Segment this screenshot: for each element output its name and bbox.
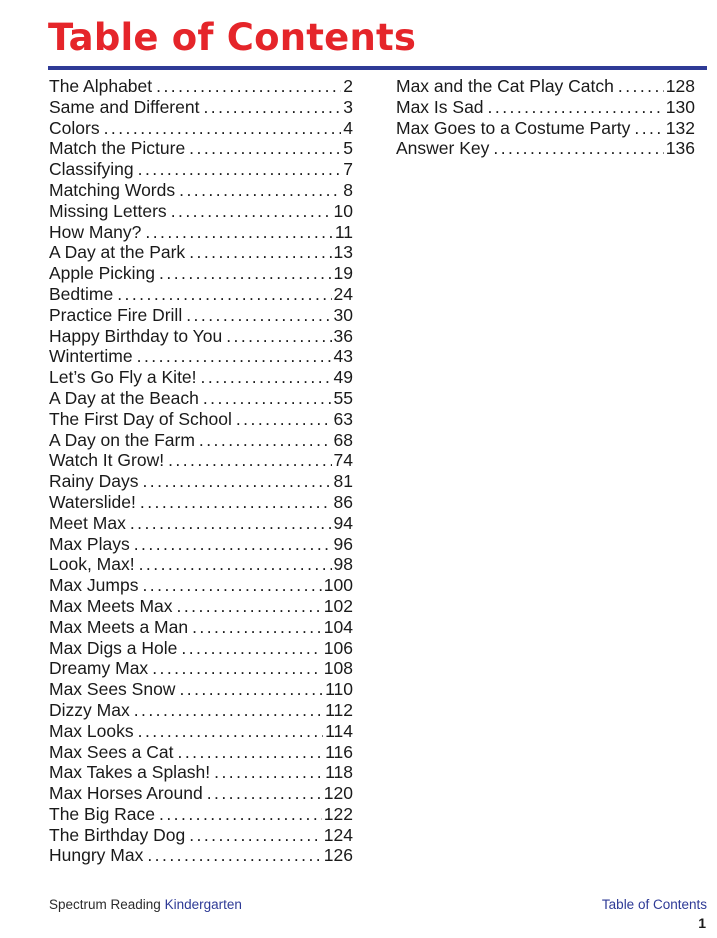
toc-entry-title: Apple Picking bbox=[49, 263, 156, 284]
toc-entry-title: Max and the Cat Play Catch bbox=[396, 76, 614, 96]
toc-entry-page: 55 bbox=[333, 387, 353, 408]
dot-leader bbox=[137, 346, 332, 367]
toc-entry-page: 116 bbox=[325, 741, 353, 762]
toc-entry-title: Let’s Go Fly a Kite! bbox=[49, 367, 197, 388]
toc-entry bbox=[396, 118, 695, 139]
toc-entry bbox=[49, 658, 353, 679]
footer-series: Spectrum Reading bbox=[49, 897, 161, 912]
toc-entry-page: 49 bbox=[333, 367, 353, 388]
toc-entry-title: The Alphabet bbox=[49, 76, 153, 96]
toc-entry-page: 106 bbox=[323, 637, 353, 658]
toc-entry-title: Practice Fire Drill bbox=[49, 304, 183, 325]
footer-book-title bbox=[49, 897, 242, 912]
toc-entry-title: Hungry Max bbox=[49, 845, 144, 866]
toc-entry bbox=[49, 554, 353, 575]
dot-leader bbox=[181, 638, 321, 659]
toc-entry-title: Colors bbox=[49, 117, 100, 138]
toc-entry bbox=[49, 201, 353, 222]
toc-entry-title: Waterslide! bbox=[49, 491, 136, 512]
dot-leader bbox=[207, 783, 322, 804]
toc-entry bbox=[49, 159, 353, 180]
toc-entry-page: 100 bbox=[323, 575, 353, 596]
dot-leader bbox=[179, 180, 341, 201]
toc-entry-page: 118 bbox=[325, 762, 353, 783]
toc-entry-page: 24 bbox=[333, 283, 353, 304]
dot-leader bbox=[634, 118, 663, 139]
toc-entry-page: 10 bbox=[333, 200, 353, 221]
toc-entry-page: 132 bbox=[665, 117, 695, 138]
dot-leader bbox=[236, 409, 332, 430]
toc-entry-page: 81 bbox=[333, 471, 353, 492]
footer-section-title: Table of Contents bbox=[601, 897, 707, 912]
toc-entry-page: 30 bbox=[333, 304, 353, 325]
page-title: Table of Contents bbox=[48, 16, 417, 59]
toc-entry bbox=[49, 450, 353, 471]
dot-leader bbox=[226, 326, 331, 347]
toc-entry-title: Max Sees Snow bbox=[49, 679, 176, 700]
dot-leader bbox=[171, 201, 332, 222]
dot-leader bbox=[177, 596, 322, 617]
dot-leader bbox=[142, 575, 321, 596]
toc-entry-page: 4 bbox=[343, 117, 353, 138]
toc-entry-page: 124 bbox=[323, 824, 353, 845]
toc-entry bbox=[49, 326, 353, 347]
dot-leader bbox=[152, 658, 322, 679]
toc-entry bbox=[49, 825, 353, 846]
toc-entry-title: Max Meets Max bbox=[49, 595, 173, 616]
dot-leader bbox=[156, 76, 341, 97]
toc-entry-page: 104 bbox=[323, 616, 353, 637]
dot-leader bbox=[179, 679, 323, 700]
toc-entry-page: 136 bbox=[665, 138, 695, 159]
toc-entry-page: 120 bbox=[323, 783, 353, 804]
toc-entry-title: Rainy Days bbox=[49, 471, 139, 492]
toc-entry-title: Missing Letters bbox=[49, 200, 167, 221]
dot-leader bbox=[159, 804, 322, 825]
toc-entry-page: 7 bbox=[343, 159, 353, 180]
dot-leader bbox=[203, 388, 332, 409]
dot-leader bbox=[142, 471, 331, 492]
toc-entry bbox=[49, 222, 353, 243]
dot-leader bbox=[488, 97, 664, 118]
toc-entry-title: The First Day of School bbox=[49, 408, 232, 429]
toc-entry bbox=[49, 388, 353, 409]
toc-entry-page: 126 bbox=[323, 845, 353, 866]
toc-entry bbox=[396, 76, 695, 97]
toc-entry-title: Dreamy Max bbox=[49, 658, 149, 679]
dot-leader bbox=[168, 450, 331, 471]
toc-entry-title: Max Looks bbox=[49, 720, 134, 741]
dot-leader bbox=[189, 242, 331, 263]
toc-entry bbox=[49, 97, 353, 118]
toc-entry-title: How Many? bbox=[49, 221, 142, 242]
toc-entry-page: 114 bbox=[325, 720, 353, 741]
toc-entry-page: 3 bbox=[343, 96, 353, 117]
toc-entry-page: 94 bbox=[333, 512, 353, 533]
toc-entry-page: 8 bbox=[343, 179, 353, 200]
toc-entry bbox=[49, 492, 353, 513]
toc-entry bbox=[49, 721, 353, 742]
toc-entry bbox=[49, 742, 353, 763]
dot-leader bbox=[138, 721, 323, 742]
toc-entry-page: 68 bbox=[333, 429, 353, 450]
toc-entry bbox=[49, 638, 353, 659]
toc-entry bbox=[49, 346, 353, 367]
toc-entry bbox=[49, 284, 353, 305]
toc-entry-title: Match the Picture bbox=[49, 138, 186, 159]
toc-entry-title: Answer Key bbox=[396, 138, 490, 159]
toc-entry-title: Max Digs a Hole bbox=[49, 637, 178, 658]
toc-entry-title: Matching Words bbox=[49, 179, 176, 200]
footer-grade: Kindergarten bbox=[164, 897, 242, 912]
toc-entry-title: Max Takes a Splash! bbox=[49, 762, 211, 783]
toc-entry bbox=[49, 138, 353, 159]
toc-entry-title: A Day on the Farm bbox=[49, 429, 195, 450]
title-rule bbox=[48, 66, 707, 70]
toc-entry-page: 130 bbox=[665, 96, 695, 117]
dot-leader bbox=[214, 762, 323, 783]
toc-entry-page: 122 bbox=[323, 803, 353, 824]
toc-entry-page: 86 bbox=[333, 491, 353, 512]
dot-leader bbox=[130, 513, 332, 534]
toc-entry-title: Max Goes to a Costume Party bbox=[396, 117, 631, 138]
toc-entry bbox=[49, 367, 353, 388]
toc-entry bbox=[49, 305, 353, 326]
toc-entry bbox=[396, 138, 695, 159]
dot-leader bbox=[189, 138, 341, 159]
toc-entry-page: 98 bbox=[333, 554, 353, 575]
toc-entry-title: Watch It Grow! bbox=[49, 450, 165, 471]
toc-entry bbox=[49, 534, 353, 555]
toc-entry-title: Max Plays bbox=[49, 533, 130, 554]
toc-entry-title: Classifying bbox=[49, 159, 134, 180]
toc-entry bbox=[396, 97, 695, 118]
toc-entry-title: A Day at the Park bbox=[49, 242, 186, 263]
toc-entry bbox=[49, 700, 353, 721]
toc-entry-page: 108 bbox=[323, 658, 353, 679]
toc-entry-page: 112 bbox=[325, 699, 353, 720]
dot-leader bbox=[201, 367, 332, 388]
dot-leader bbox=[139, 554, 332, 575]
dot-leader bbox=[203, 97, 341, 118]
dot-leader bbox=[493, 138, 663, 159]
toc-entry-page: 63 bbox=[333, 408, 353, 429]
toc-entry-page: 128 bbox=[665, 76, 695, 96]
toc-entry-title: Max Horses Around bbox=[49, 783, 203, 804]
toc-entry-title: Happy Birthday to You bbox=[49, 325, 223, 346]
toc-entry-title: Max Jumps bbox=[49, 575, 139, 596]
dot-leader bbox=[138, 159, 342, 180]
toc-entry bbox=[49, 679, 353, 700]
page-number: 1 bbox=[698, 915, 706, 931]
dot-leader bbox=[199, 430, 332, 451]
toc-entry-page: 2 bbox=[343, 76, 353, 96]
toc-column-left bbox=[49, 76, 353, 866]
dot-leader bbox=[186, 305, 331, 326]
dot-leader bbox=[117, 284, 331, 305]
toc-entry-title: Max Meets a Man bbox=[49, 616, 189, 637]
toc-entry-page: 5 bbox=[343, 138, 353, 159]
toc-entry bbox=[49, 409, 353, 430]
toc-entry-page: 11 bbox=[334, 221, 353, 242]
toc-entry bbox=[49, 118, 353, 139]
toc-entry-page: 43 bbox=[333, 346, 353, 367]
toc-entry bbox=[49, 617, 353, 638]
toc-entry bbox=[49, 430, 353, 451]
toc-entry-page: 96 bbox=[333, 533, 353, 554]
toc-entry bbox=[49, 76, 353, 97]
toc-entry-title: A Day at the Beach bbox=[49, 387, 199, 408]
toc-entry-page: 36 bbox=[333, 325, 353, 346]
toc-entry-page: 74 bbox=[333, 450, 353, 471]
dot-leader bbox=[140, 492, 332, 513]
dot-leader bbox=[147, 845, 321, 866]
dot-leader bbox=[178, 742, 324, 763]
dot-leader bbox=[159, 263, 331, 284]
toc-entry bbox=[49, 471, 353, 492]
toc-entry-title: Dizzy Max bbox=[49, 699, 130, 720]
toc-entry bbox=[49, 596, 353, 617]
toc-entry-title: Max Sees a Cat bbox=[49, 741, 174, 762]
toc-entry bbox=[49, 575, 353, 596]
toc-entry-title: Max Is Sad bbox=[396, 96, 484, 117]
toc-entry-title: Meet Max bbox=[49, 512, 126, 533]
toc-entry-title: Same and Different bbox=[49, 96, 200, 117]
dot-leader bbox=[192, 617, 322, 638]
dot-leader bbox=[618, 76, 664, 97]
dot-leader bbox=[104, 118, 342, 139]
toc-entry bbox=[49, 263, 353, 284]
toc-entry bbox=[49, 804, 353, 825]
toc-entry-title: Wintertime bbox=[49, 346, 133, 367]
toc-entry bbox=[49, 762, 353, 783]
toc-entry bbox=[49, 845, 353, 866]
toc-entry bbox=[49, 180, 353, 201]
toc-entry-title: The Big Race bbox=[49, 803, 156, 824]
toc-column-right bbox=[396, 76, 695, 159]
toc-entry-page: 102 bbox=[323, 595, 353, 616]
toc-entry bbox=[49, 783, 353, 804]
toc-entry bbox=[49, 242, 353, 263]
toc-entry-page: 13 bbox=[333, 242, 353, 263]
toc-entry-title: Bedtime bbox=[49, 283, 114, 304]
toc-entry-title: The Birthday Dog bbox=[49, 824, 186, 845]
dot-leader bbox=[189, 825, 322, 846]
toc-entry-page: 19 bbox=[333, 263, 353, 284]
dot-leader bbox=[134, 700, 323, 721]
toc-entry-page: 110 bbox=[325, 679, 353, 700]
dot-leader bbox=[145, 222, 332, 243]
toc-entry bbox=[49, 513, 353, 534]
toc-entry-title: Look, Max! bbox=[49, 554, 135, 575]
dot-leader bbox=[134, 534, 332, 555]
